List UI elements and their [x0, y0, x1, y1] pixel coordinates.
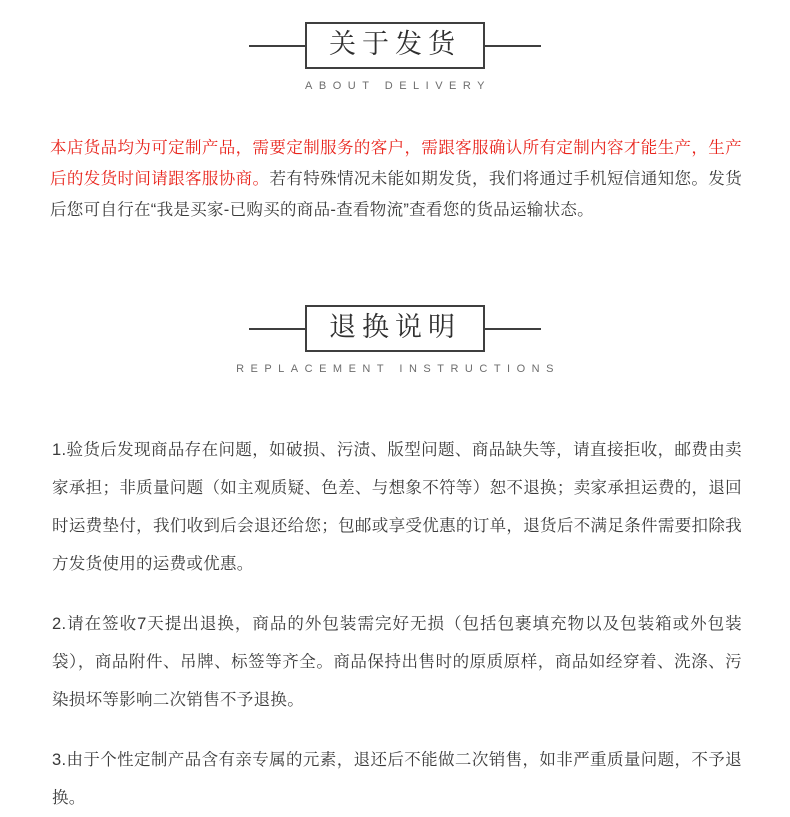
delivery-heading-row: [0, 22, 790, 69]
heading-rule-right: [483, 45, 541, 47]
replacement-heading-row: [0, 305, 790, 352]
delivery-body-rest: 若有特殊情况未能如期发货，我们将通过手机短信通知您。发货后您可自行在“我是买家-已购买的商品-查看物流”查看您的货品运输状态。: [50, 169, 742, 219]
delivery-heading-box: [305, 22, 485, 69]
delivery-body: [50, 133, 742, 226]
replacement-section-heading: [0, 305, 790, 375]
delivery-section-heading: [0, 22, 790, 92]
replacement-title-en: REPLACEMENT INSTRUCTIONS: [236, 363, 560, 375]
replacement-heading-box: [305, 305, 485, 352]
delivery-body-red: 本店货品均为可定制产品，需要定制服务的客户，需跟客服确认所有定制内容才能生产，生产后的发货时间请跟客服协商。: [50, 138, 742, 188]
list-item: 1.验货后发现商品存在问题，如破损、污渍、版型问题、商品缺失等，请直接拒收，邮费由卖家承担；非质量问题（如主观质疑、色差、与想象不符等）恕不退换；卖家承担运费的，退回时运费垫付，我们收到后会退还给您；包邮或享受优惠的订单，退货后不满足条件需要扣除我方发货使用的运费或优惠。: [52, 440, 742, 573]
heading-rule-right: [483, 328, 541, 330]
replacement-title-cn: 退换说明: [329, 312, 461, 342]
heading-rule-left: [249, 328, 307, 330]
delivery-title-en: ABOUT DELIVERY: [305, 80, 491, 92]
delivery-title-cn: 关于发货: [329, 29, 461, 59]
heading-rule-left: [249, 45, 307, 47]
replacement-items-list: [52, 414, 742, 817]
list-item: 3.由于个性定制产品含有亲专属的元素，退还后不能做二次销售，如非严重质量问题，不予退换。: [52, 750, 742, 807]
list-item: 2.请在签收7天提出退换，商品的外包装需完好无损（包括包裹填充物以及包装箱或外包装袋），商品附件、吊牌、标签等齐全。商品保持出售时的原质原样，商品如经穿着、洗涤、污染损坏等影响二次销售不予退换。: [52, 614, 742, 709]
